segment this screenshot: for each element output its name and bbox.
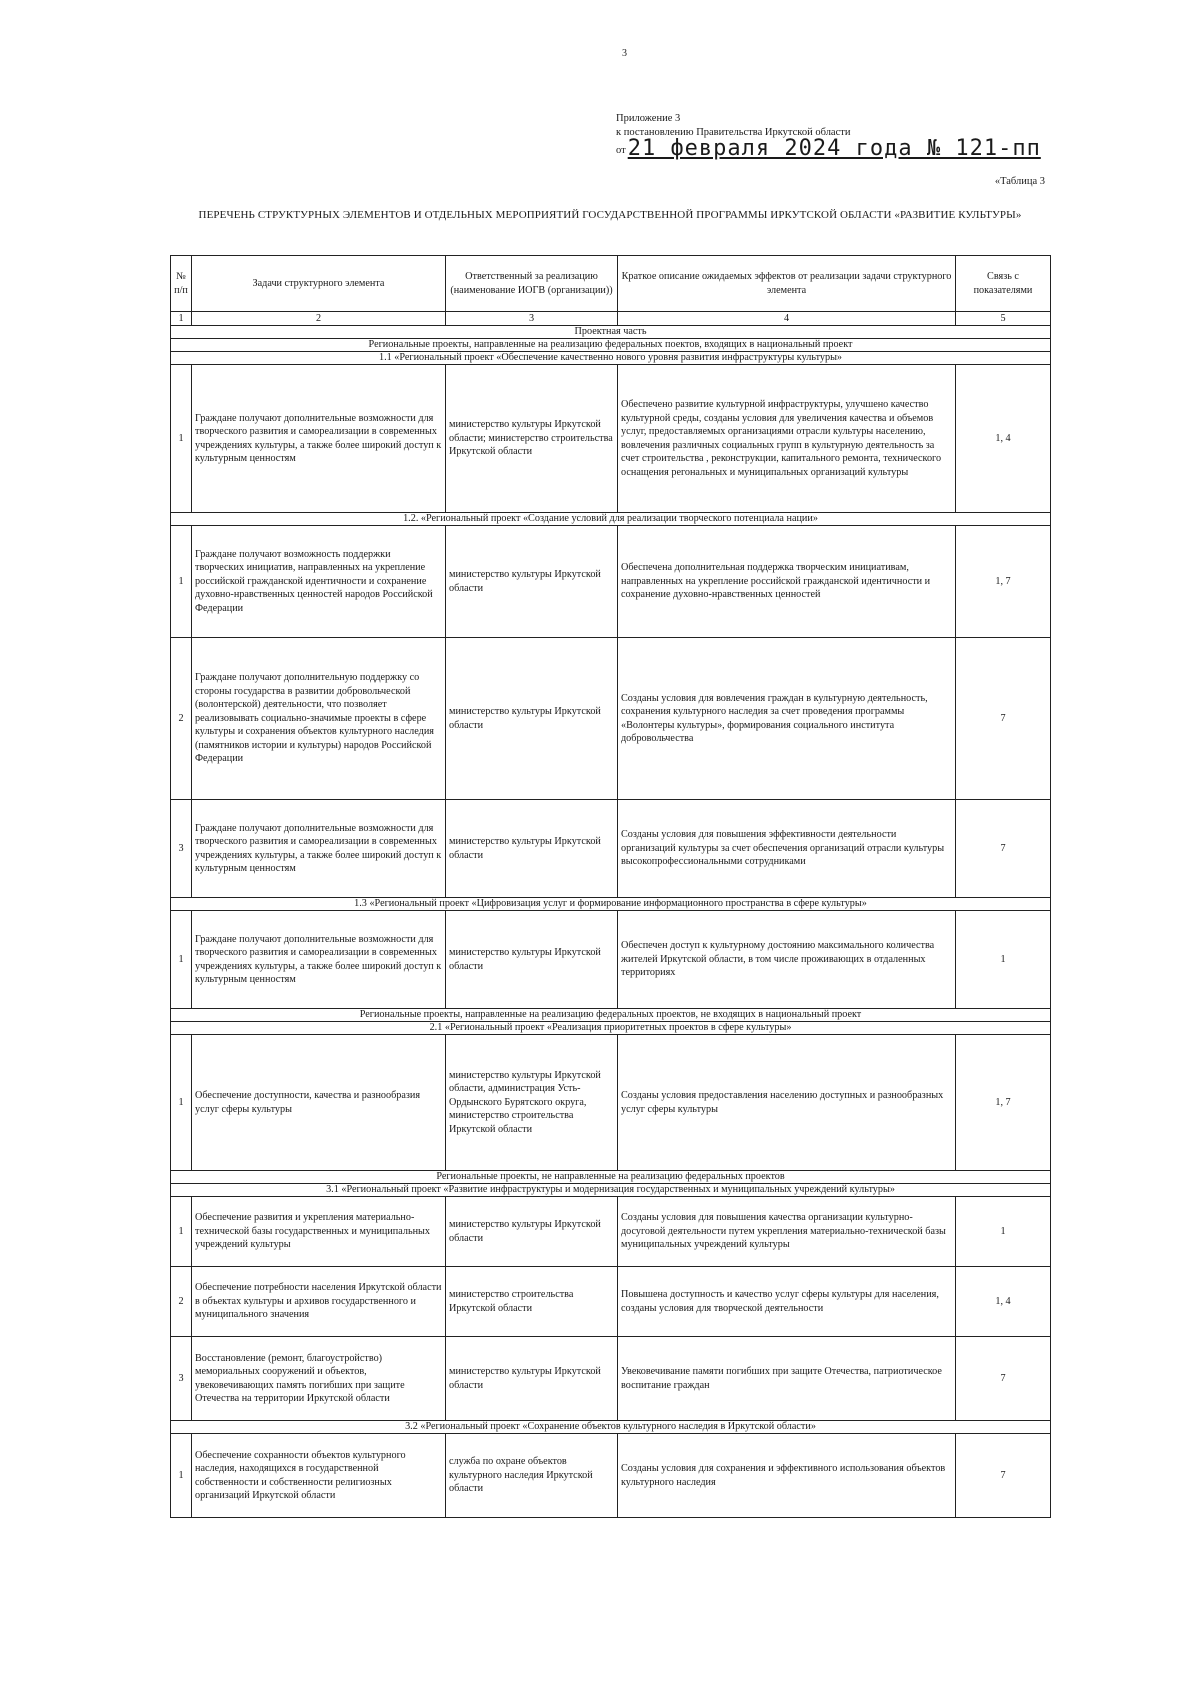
section-title: Проектная часть xyxy=(171,326,1051,339)
table-row xyxy=(171,1267,1051,1337)
table-header-row xyxy=(171,256,1051,312)
section-row xyxy=(171,513,1051,526)
row-task: Граждане получают дополнительные возможности для творческого развития и самореализации в современных учреждениях культуры, а также более широкий доступ к культурным ценностям xyxy=(192,800,446,898)
table-row xyxy=(171,638,1051,800)
section-row xyxy=(171,352,1051,365)
header-num: № п/п xyxy=(171,256,192,312)
section-title: Региональные проекты, не направленные на реализацию федеральных проектов xyxy=(171,1171,1051,1184)
appendix-header xyxy=(616,112,1041,161)
row-task: Обеспечение доступности, качества и разнообразия услуг сферы культуры xyxy=(192,1035,446,1171)
row-link: 1 xyxy=(956,911,1051,1009)
appendix-decree: к постановлению Правительства Иркутской области xyxy=(616,127,851,138)
row-num: 1 xyxy=(171,365,192,513)
section-title: 3.1 «Региональный проект «Развитие инфраструктуры и модернизация государственных и муниципальных учреждений культуры» xyxy=(171,1184,1051,1197)
row-link: 7 xyxy=(956,638,1051,800)
row-responsible: министерство культуры Иркутской области xyxy=(446,911,618,1009)
row-effect: Обеспечен доступ к культурному достоянию максимального количества жителей Иркутской области, в том числе проживающих в отдаленных территориях xyxy=(618,911,956,1009)
table-row xyxy=(171,1337,1051,1421)
table-row xyxy=(171,800,1051,898)
row-responsible: министерство культуры Иркутской области xyxy=(446,526,618,638)
row-link: 7 xyxy=(956,1434,1051,1518)
row-responsible: министерство культуры Иркутской области xyxy=(446,638,618,800)
section-title: 1.3 «Региональный проект «Цифровизация услуг и формирование информационного пространства в сфере культуры» xyxy=(171,898,1051,911)
row-effect: Повышена доступность и качество услуг сферы культуры для населения, созданы условия для творческой деятельности xyxy=(618,1267,956,1337)
section-row xyxy=(171,1421,1051,1434)
section-title: Региональные проекты, направленные на реализацию федеральных поектов, входящих в национальный проект xyxy=(171,339,1051,352)
header-link: Связь с показателями xyxy=(956,256,1051,312)
column-number-row xyxy=(171,312,1051,326)
row-effect: Созданы условия для вовлечения граждан в культурную деятельность, сохранения культурного наследия за счет проведения программы «Волонтеры культуры», формирования социального института добровольчества xyxy=(618,638,956,800)
section-title: 1.1 «Региональный проект «Обеспечение качественно нового уровня развития инфраструктуры культуры» xyxy=(171,352,1051,365)
row-effect: Обеспечена дополнительная поддержка творческим инициативам, направленных на укрепление российской гражданской идентичности и сохранение духовно-нравственных ценностей xyxy=(618,526,956,638)
section-row xyxy=(171,898,1051,911)
row-link: 1, 4 xyxy=(956,365,1051,513)
row-link: 1, 7 xyxy=(956,1035,1051,1171)
section-title: Региональные проекты, направленные на реализацию федеральных проектов, не входящих в национальный проект xyxy=(171,1009,1051,1022)
section-title: 2.1 «Региональный проект «Реализация приоритетных проектов в сфере культуры» xyxy=(171,1022,1051,1035)
row-effect: Созданы условия для повышения эффективности деятельности организаций культуры за счет обеспечения организаций отрасли культуры высокопрофессиональными сотрудниками xyxy=(618,800,956,898)
row-num: 1 xyxy=(171,1434,192,1518)
table-row xyxy=(171,1197,1051,1267)
table-row xyxy=(171,365,1051,513)
row-num: 3 xyxy=(171,800,192,898)
row-num: 1 xyxy=(171,1197,192,1267)
column-number: 1 xyxy=(171,312,192,326)
table-note: «Таблица 3 xyxy=(994,176,1045,187)
row-num: 2 xyxy=(171,1267,192,1337)
appendix-date: 21 февраля 2024 года № 121-пп xyxy=(627,136,1041,161)
row-num: 2 xyxy=(171,638,192,800)
row-responsible: министерство культуры Иркутской области xyxy=(446,1197,618,1267)
row-task: Граждане получают дополнительные возможности для творческого развития и самореализации в современных учреждениях культуры, а также более широкий доступ к культурным ценностям xyxy=(192,911,446,1009)
row-effect: Созданы условия для сохранения и эффективного использования объектов культурного наследия xyxy=(618,1434,956,1518)
row-num: 1 xyxy=(171,911,192,1009)
row-responsible: министерство культуры Иркутской области; министерство строительства Иркутской области xyxy=(446,365,618,513)
row-task: Граждане получают дополнительные возможности для творческого развития и самореализации в современных учреждениях культуры, а также более широкий доступ к культурным ценностям xyxy=(192,365,446,513)
column-number: 4 xyxy=(618,312,956,326)
row-num: 1 xyxy=(171,1035,192,1171)
table-row xyxy=(171,526,1051,638)
column-number: 5 xyxy=(956,312,1051,326)
row-effect: Созданы условия предоставления населению доступных и разнообразных услуг сферы культуры xyxy=(618,1035,956,1171)
section-title: 1.2. «Региональный проект «Создание условий для реализации творческого потенциала нации» xyxy=(171,513,1051,526)
section-row xyxy=(171,1171,1051,1184)
row-task: Обеспечение потребности населения Иркутской области в объектах культуры и архивов государственного и муниципального значения xyxy=(192,1267,446,1337)
row-effect: Увековечивание памяти погибших при защите Отечества, патриотическое воспитание граждан xyxy=(618,1337,956,1421)
page-number: 3 xyxy=(622,48,627,59)
section-row xyxy=(171,326,1051,339)
section-row xyxy=(171,1009,1051,1022)
header-task: Задачи структурного элемента xyxy=(192,256,446,312)
table-row xyxy=(171,1434,1051,1518)
row-task: Обеспечение развития и укрепления материально-технической базы государственных и муниципальных учреждений культуры xyxy=(192,1197,446,1267)
row-effect: Обеспечено развитие культурной инфраструктуры, улучшено качество культурной среды, созданы условия для увеличения качества и объемов услуг, предоставляемых организациями отрасли культуры населению, вовлечения различных социальных групп в культурную деятельность за счет строительства , реконструкции, капитального ремонта, технического оснащения регональных и муниципальных организаций культуры xyxy=(618,365,956,513)
row-effect: Созданы условия для повышения качества организации культурно-досуговой деятельности путем укрепления материально-технической базы муниципальных учреждений культуры xyxy=(618,1197,956,1267)
row-num: 3 xyxy=(171,1337,192,1421)
structural-elements-table xyxy=(170,255,1051,1518)
row-link: 1, 7 xyxy=(956,526,1051,638)
row-task: Граждане получают возможность поддержки творческих инициатив, направленных на укрепление российской гражданской идентичности и сохранение духовно-нравственных ценностей народов Российской Федерации xyxy=(192,526,446,638)
row-num: 1 xyxy=(171,526,192,638)
row-link: 7 xyxy=(956,800,1051,898)
document-title: ПЕРЕЧЕНЬ СТРУКТУРНЫХ ЭЛЕМЕНТОВ И ОТДЕЛЬНЫХ МЕРОПРИЯТИЙ ГОСУДАРСТВЕННОЙ ПРОГРАММЫ ИРКУТСКОЙ ОБЛАСТИ «РАЗВИТИЕ КУЛЬТУРЫ» xyxy=(198,209,1022,221)
column-number: 2 xyxy=(192,312,446,326)
row-task: Восстановление (ремонт, благоустройство) мемориальных сооружений и объектов, увековечивающих память погибших при защите Отечества на территории Иркутской области xyxy=(192,1337,446,1421)
row-link: 7 xyxy=(956,1337,1051,1421)
column-number: 3 xyxy=(446,312,618,326)
row-responsible: министерство культуры Иркутской области, администрация Усть-Ордынского Бурятского округа, министерство строительства Иркутской области xyxy=(446,1035,618,1171)
row-responsible: министерство строительства Иркутской области xyxy=(446,1267,618,1337)
table-row xyxy=(171,1035,1051,1171)
section-row xyxy=(171,1022,1051,1035)
row-link: 1 xyxy=(956,1197,1051,1267)
row-task: Граждане получают дополнительную поддержку со стороны государства в развитии добровольческой (волонтерской) деятельности, что позволяет реализовывать социально-значимые проекты в сфере культуры и сохранения объектов культурного наследия (памятников истории и культуры) народов Российской Федерации xyxy=(192,638,446,800)
appendix-from-label: от xyxy=(616,145,626,156)
row-responsible: министерство культуры Иркутской области xyxy=(446,1337,618,1421)
row-responsible: служба по охране объектов культурного наследия Иркутской области xyxy=(446,1434,618,1518)
row-task: Обеспечение сохранности объектов культурного наследия, находящихся в государственной собственности и собственности религиозных организаций Иркутской области xyxy=(192,1434,446,1518)
header-responsible: Ответственный за реализацию (наименование ИОГВ (организации)) xyxy=(446,256,618,312)
appendix-title: Приложение 3 xyxy=(616,113,681,124)
section-title: 3.2 «Региональный проект «Сохранение объектов культурного наследия в Иркутской области» xyxy=(171,1421,1051,1434)
row-responsible: министерство культуры Иркутской области xyxy=(446,800,618,898)
row-link: 1, 4 xyxy=(956,1267,1051,1337)
header-effect: Краткое описание ожидаемых эффектов от реализации задачи структурного элемента xyxy=(618,256,956,312)
table-row xyxy=(171,911,1051,1009)
section-row xyxy=(171,1184,1051,1197)
section-row xyxy=(171,339,1051,352)
